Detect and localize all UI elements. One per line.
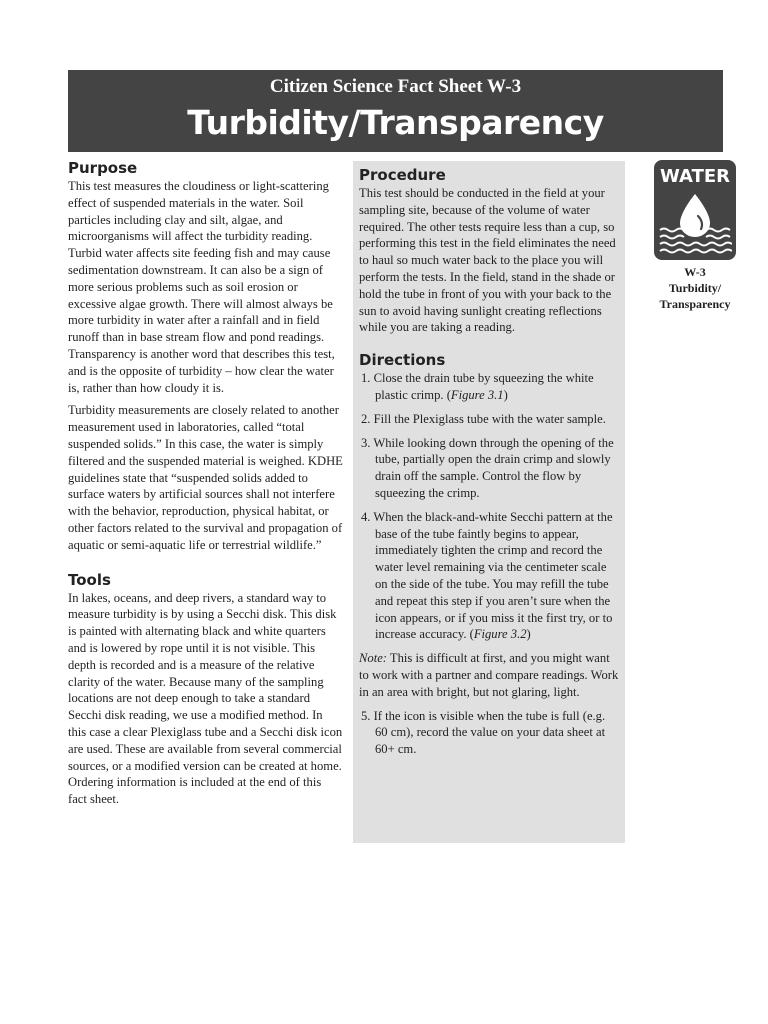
directions-list bbox=[359, 370, 619, 643]
sheet-code: W-3 bbox=[684, 265, 706, 279]
sheet-topic-line-2: Transparency bbox=[659, 297, 731, 311]
badge-word: WATER bbox=[659, 166, 730, 187]
procedure-paragraph: This test should be conducted in the field at your sampling site, because of the volume of water required. The other tests require less than a cup, so performing this test in the field eliminates the need to haul so much water back to the place you will perform the tests. In the field, stand in the shade or hold the tube in front of you with your back to the sun to avoid having sunlight creating reflections while you are taking a reading. bbox=[359, 186, 616, 335]
directions-heading: Directions bbox=[359, 351, 446, 370]
left-column bbox=[68, 158, 343, 808]
water-drop-icon bbox=[658, 190, 732, 256]
step-1-text: 1. Close the drain tube by squeezing the white plastic crimp. ( bbox=[361, 371, 594, 402]
purpose-heading: Purpose bbox=[68, 159, 138, 177]
tools-heading: Tools bbox=[68, 570, 111, 589]
procedure-heading: Procedure bbox=[359, 166, 446, 184]
purpose-paragraph-2: Turbidity measurements are closely related to another measurement used in laboratories, called “total suspended solids.” In this case, the water is simply filtered and the suspended material is weighed. KDHE guidelines state that “suspended solids added to surface waters by artificial sources shall not interfere with the behavior, reproduction, physical habitat, or other factors related to the survival and propagation of aquatic or semi-aquatic life or terrestrial wildlife.” bbox=[68, 403, 343, 552]
note-text: This is difficult at first, and you might want to work with a partner and compare readings. Work in an area with bright, but not glaring, light. bbox=[359, 651, 619, 699]
sidebar bbox=[640, 160, 750, 312]
purpose-paragraph-1: This test measures the cloudiness or light-scattering effect of suspended materials in the water. Soil particles including clay and silt, algae, and microorganisms will affect the turbidity reading. Turbid water affects site feeding fish and may cause sedimentation downstream. It can also be a sign of more serious problems such as soil erosion or excessive algae growth. There will almost always be more turbidity in water after a rainfall and in field runoff than in base stream flow and pond readings. Transparency is another word that describes this test, and is the opposite of turbidity – how clear the water is, rather than how cloudy it is. bbox=[68, 179, 335, 395]
sheet-topic-line-1: Turbidity/ bbox=[668, 281, 722, 295]
fact-sheet-subtitle: Citizen Science Fact Sheet W-3 bbox=[269, 76, 522, 97]
figure-3-2-ref: Figure 3.2 bbox=[473, 627, 527, 642]
direction-step-1: 1. Close the drain tube by squeezing the white plastic crimp. (Figure 3.1) bbox=[361, 371, 594, 402]
direction-step-3: 3. While looking down through the opening of the tube, partially open the drain crimp and slowly drain off the sample. Control the flow by squeezing the crimp. bbox=[361, 435, 614, 500]
tools-paragraph: In lakes, oceans, and deep rivers, a standard way to measure turbidity is by using a Secchi disk. This disk is painted with alternating black and white quarters and is lowered by rope until it is not visible. This depth is recorded and is a measure of the relative clarity of the water. Because many of the sampling locations are not deep enough to take a standard Secchi disk reading, we use a modified method. In this case a clear Plexiglass tube and a Secchi disk icon are used. These are available from several commercial sources, or a modified version can be created at home. Ordering information is included at the end of this fact sheet. bbox=[68, 590, 343, 807]
water-badge bbox=[654, 160, 736, 260]
page-header bbox=[68, 70, 723, 152]
direction-step-2: 2. Fill the Plexiglass tube with the water sample. bbox=[361, 411, 606, 426]
directions-list-cont bbox=[359, 708, 619, 758]
direction-step-5: 5. If the icon is visible when the tube is full (e.g. 60 cm), record the value on your data sheet at 60+ cm. bbox=[361, 708, 606, 757]
page-title: Turbidity/Transparency bbox=[187, 103, 604, 142]
note-paragraph bbox=[359, 650, 619, 700]
direction-step-4: 4. When the black-and-white Secchi pattern at the base of the tube faintly begins to appear, immediately tighten the crimp and record the water level remaining via the centimeter scale on the side of the tube. You may refill the tube and repeat this step if you aren’t sure when the icon appears, or if you miss it the first try, or to increase accuracy. (Figure 3.2) bbox=[361, 509, 613, 642]
procedure-panel bbox=[353, 161, 625, 843]
sidebar-label bbox=[640, 264, 750, 312]
figure-3-1-ref: Figure 3.1 bbox=[450, 387, 504, 402]
step-4-text: 4. When the black-and-white Secchi pattern at the base of the tube faintly begins to appear, immediately tighten the crimp and record the water level remaining via the centimeter scale on the side of the tube. You may refill the tube and repeat this step if you aren’t sure when the icon appears, or if you miss it the first try, or to increase accuracy. ( bbox=[361, 509, 613, 642]
note-label: Note: bbox=[359, 651, 387, 666]
